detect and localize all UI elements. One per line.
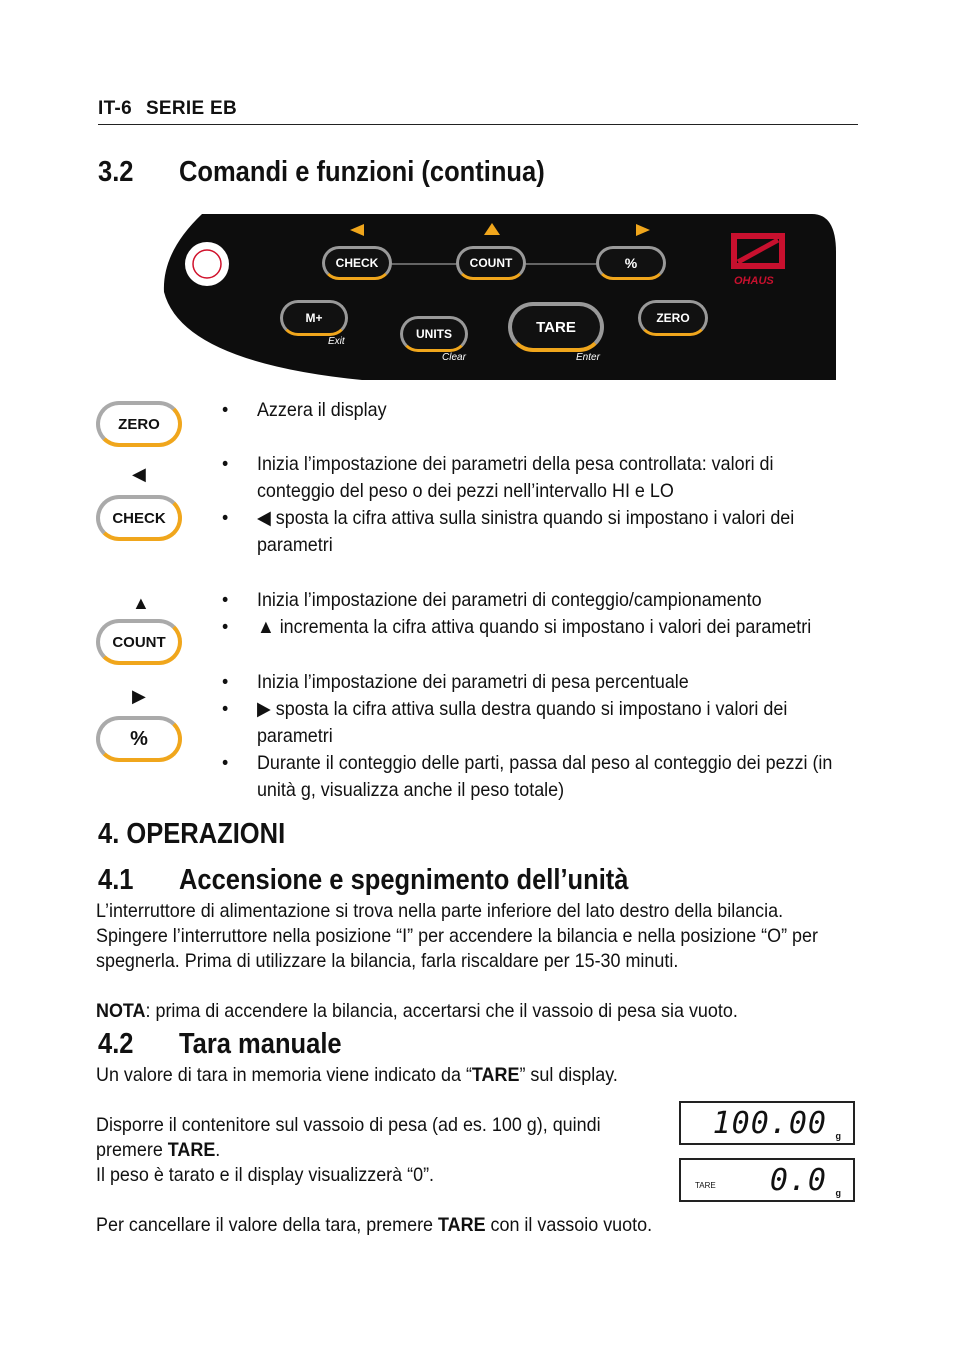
display-value: 0.0 [769, 1163, 827, 1198]
section-4-1-heading [98, 864, 628, 897]
tare-paragraph-4 [96, 1213, 666, 1238]
section-title: Accensione e spegnimento dell’unità [178, 864, 629, 896]
list-item: • Inizia l’impostazione dei parametri della pesa controllata: valori di conteggio del peso o dei pezzi nell’intervallo HI e LO [222, 451, 848, 505]
text-run: con il vassoio vuoto. [485, 1214, 653, 1236]
section-3-2-heading [98, 156, 545, 189]
percent-key: % [96, 716, 182, 762]
list-item: • Inizia l’impostazione dei parametri di pesa percentuale [222, 669, 848, 696]
page-number: IT-6 [98, 98, 132, 119]
panel-units-button: UNITS [400, 316, 468, 352]
power-button-ring [185, 242, 229, 286]
left-arrow-icon: ◀ [132, 464, 146, 484]
section-title: Tara manuale [178, 1028, 342, 1060]
text-run: Per cancellare il valore della tara, premere [96, 1214, 439, 1236]
display-unit: g [835, 1188, 841, 1198]
right-arrow-icon: ▶ [132, 686, 146, 706]
panel-check-button: CHECK [322, 246, 392, 280]
panel-mplus-button: M+ [280, 300, 348, 336]
tare-paragraph-1 [96, 1063, 639, 1088]
tare-indicator: TARE [695, 1181, 716, 1190]
section-number: 3.2 [98, 156, 134, 188]
section-number: 4.1 [98, 864, 134, 896]
check-bullet-list [222, 451, 848, 559]
zero-key: ZERO [96, 401, 182, 447]
up-arrow-icon: ▲ [132, 593, 150, 613]
power-paragraph: L’interruttore di alimentazione si trova nella parte inferiore del lato destro della bilancia. Spingere l’interruttore nella posizione “I” per accendere la bilancia e nella posizione “O” per spegnerla. Prima di utilizzare la bilancia, farla riscaldare per 15-30 minuti. [96, 900, 818, 972]
check-key: CHECK [96, 495, 182, 541]
text-run: . [215, 1139, 221, 1161]
section-4-2-heading [98, 1028, 342, 1061]
header-rule [98, 124, 858, 125]
text-run: ” sul display. [519, 1064, 618, 1086]
list-item: • Durante il conteggio delle parti, passa dal peso al conteggio dei pezzi (in unità g, visualizza anche il peso totale) [222, 750, 848, 804]
series-name: SERIE EB [145, 98, 238, 119]
tare-keyword: TARE [438, 1214, 486, 1236]
display-100g [679, 1101, 855, 1145]
zero-bullet-list [222, 397, 848, 424]
panel-percent-button: % [596, 246, 666, 280]
page-header [98, 98, 237, 120]
percent-bullet-list [222, 669, 848, 804]
list-item: • Azzera il display [222, 397, 848, 424]
count-key: COUNT [96, 619, 182, 665]
tare-keyword: TARE [471, 1064, 520, 1086]
list-item: • ▶ sposta la cifra attiva sulla destra quando si impostano i valori dei parametri [222, 696, 848, 750]
list-item: • ▲ incrementa la cifra attiva quando si impostano i valori dei parametri [222, 614, 866, 641]
section-number: 4.2 [98, 1028, 134, 1060]
brand-logo-text: OHAUS [734, 275, 774, 287]
exit-label: Exit [328, 336, 345, 347]
tare-paragraph-2 [96, 1113, 639, 1163]
enter-label: Enter [576, 352, 600, 363]
panel-zero-button: ZERO [638, 300, 708, 336]
section-4-heading: 4. OPERAZIONI [98, 818, 286, 850]
section-title: Comandi e funzioni (continua) [178, 156, 545, 188]
tare-keyword: TARE [167, 1139, 216, 1161]
text-run: Un valore di tara in memoria viene indicato da “ [96, 1064, 472, 1086]
note-text: : prima di accendere la bilancia, accertarsi che il vassoio di pesa sia vuoto. [145, 1000, 738, 1022]
panel-tare-button: TARE [508, 302, 604, 352]
list-item: • Inizia l’impostazione dei parametri di conteggio/campionamento [222, 587, 866, 614]
tare-paragraph-3: Il peso è tarato e il display visualizzerà “0”. [96, 1164, 435, 1186]
text-run: Disporre il contenitore sul vassoio di pesa (ad es. 100 g), quindi premere [96, 1114, 601, 1161]
display-tared [679, 1158, 855, 1202]
panel-count-button: COUNT [456, 246, 526, 280]
clear-label: Clear [442, 352, 466, 363]
control-panel-graphic [162, 212, 836, 382]
count-bullet-list [222, 587, 866, 641]
display-value: 100.00 [712, 1106, 827, 1141]
display-unit: g [835, 1131, 841, 1141]
list-item: • ◀ sposta la cifra attiva sulla sinistra quando si impostano i valori dei parametri [222, 505, 848, 559]
note-paragraph [96, 999, 850, 1024]
control-panel-illustration [162, 212, 836, 382]
note-label: NOTA [96, 1000, 146, 1022]
